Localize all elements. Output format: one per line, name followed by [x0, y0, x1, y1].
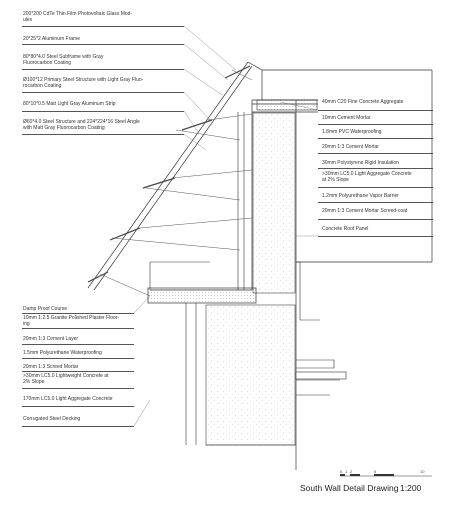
label-cement-mortar: 10mm Cement Mortar — [322, 115, 371, 121]
label-light-aggregate: 170mm LC5.0 Light Aggregate Concrete — [23, 396, 113, 402]
wall-hatch — [253, 113, 295, 293]
label-steel-subframe: 80*80*4.0 Steel Subframe with Gray Fluorocarbon Coating — [23, 54, 104, 66]
label-lc5-concrete: >30mm LC5.0 Light Aggregate Concrete at 2% Slope — [322, 171, 412, 183]
label-primary-steel: Ø100*12 Primary Steel Structure with Light Gray Fluo- rocarbon Coating — [23, 77, 144, 89]
lower-wall-hatch — [206, 305, 295, 445]
scale-tick: 0 — [340, 469, 343, 474]
pv-array — [88, 62, 262, 290]
drawing-scale: 1:200 — [400, 483, 422, 493]
label-aluminum-frame: 20*25*2 Aluminum Frame — [23, 36, 80, 42]
label-vapor-barrier: 1.2mm Polyurethane Vapor Barrier — [322, 193, 399, 199]
label-pvc-waterproofing: 1.8mm PVC Waterproofing — [322, 129, 382, 135]
label-steel-angle: Ø60*4.0 Steel Structure and 224*224*16 Steel Angle with Matt Gray Fluorocarbon Coating — [23, 119, 140, 131]
label-screed-mortar: 20mm 1:3 Screed Mortar — [23, 364, 79, 370]
label-aluminum-strip: 80*10*0.5 Matt Light Gray Aluminum Strip — [23, 101, 116, 107]
floor-slab — [148, 288, 256, 303]
label-lightweight-concrete: >30mm LC5.0 Lightweight Concrete at 2% Slope — [23, 373, 109, 385]
label-fine-concrete: 40mm C20 Fine Concrete Aggregate — [322, 99, 404, 105]
label-steel-decking: Corrugated Steel Decking — [23, 416, 81, 422]
label-roof-panel: Concrete Roof Panel — [322, 226, 369, 232]
label-granite-flooring: 10mm 1:2.5 Granite Polished Plaster Floor- ing — [23, 315, 120, 327]
label-screed-coat: 20mm 1:3 Cement Mortar Screed-coat — [322, 208, 408, 214]
label-cement-layer: 20mm 1:3 Cement Layer — [23, 336, 79, 342]
scale-tick: 10 — [420, 469, 425, 474]
label-damp-proof: Damp Proof Course — [23, 306, 68, 312]
label-polyurethane-waterproofing: 1.5mm Polyurethane Waterproofing — [23, 350, 102, 356]
label-pv-modules: 200*200 CdTe Thin Film Photovoltaic Glass Mod- ules — [23, 11, 133, 23]
label-cement-mortar-20: 20mm 1:3 Cement Mortar — [322, 144, 379, 150]
scale-tick: 1 — [345, 469, 348, 474]
scale-bar — [340, 474, 432, 476]
scale-tick: 2 — [350, 469, 353, 474]
roof-slab — [257, 100, 317, 110]
scale-tick: 5 — [374, 469, 377, 474]
drawing-title: South Wall Detail Drawing — [300, 483, 399, 493]
label-polystyrene: 30mm Polystyrene Rigid Insulation — [322, 160, 399, 166]
